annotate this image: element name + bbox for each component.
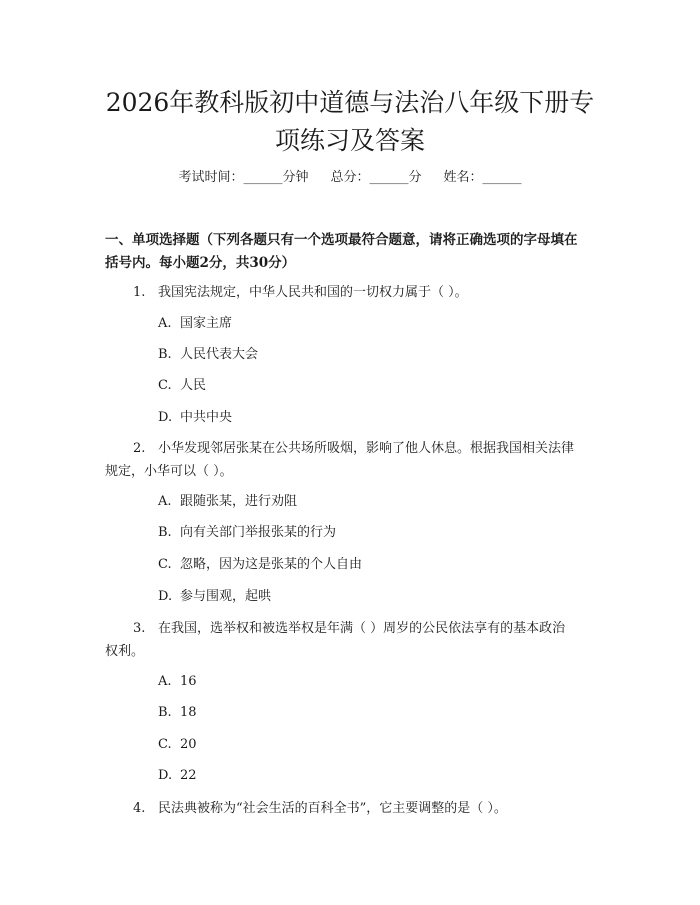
option-letter: C. [158,378,172,393]
option-3a [158,672,197,692]
option-letter: B. [158,347,172,362]
option-letter: A. [158,316,172,331]
question-2 [105,437,610,483]
option-3c [158,735,197,755]
option-text: 22 [180,768,197,783]
option-1b [158,345,258,365]
question-text: 在我国，选举权和被选举权是年满（ ）周岁的公民依法享有的基本政治 [158,621,566,636]
option-3d [158,766,197,786]
option-letter: A. [158,494,172,509]
option-letter: D. [158,768,173,783]
option-2c [158,555,362,575]
option-3b [158,703,197,723]
title-line-1: 2026年教科版初中道德与法治八年级下册专 [105,88,595,117]
question-text: 小华发现邻居张某在公共场所吸烟，影响了他人休息。根据我国相关法律 [158,441,575,456]
option-text: 国家主席 [180,316,233,331]
time-label: 考试时间： [178,170,244,185]
option-text: 忽略，因为这是张某的个人自由 [180,557,363,572]
score-label: 总分： [330,170,370,185]
option-letter: C. [158,557,172,572]
option-text: 跟随张某，进行劝阻 [180,494,298,509]
question-number: 2. [133,441,146,456]
option-letter: A. [158,674,172,689]
section-heading-line-2: 括号内。每小题2分，共30分） [105,255,296,271]
section-heading [105,229,610,275]
option-text: 20 [180,737,197,752]
section-heading-line-1: 一、单项选择题（下列各题只有一个选项最符合题意，请将正确选项的字母填在 [105,232,578,248]
option-2b [158,523,336,543]
time-blank: ______分钟 [243,170,309,185]
option-letter: B. [158,525,172,540]
option-1a [158,314,232,334]
question-1 [133,281,610,304]
question-4 [133,797,610,820]
question-text-continued: 权利。 [105,644,145,659]
option-letter: B. [158,705,172,720]
option-text: 16 [180,674,197,689]
question-text: 我国宪法规定，中华人民共和国的一切权力属于（ ）。 [158,285,468,300]
option-text: 人民代表大会 [180,347,259,362]
name-blank: ______ [482,170,522,185]
option-text: 参与围观，起哄 [180,589,272,604]
option-2d [158,587,271,607]
option-text: 中共中央 [180,410,233,425]
question-text: 民法典被称为“社会生活的百科全书”，它主要调整的是（ ）。 [158,801,507,816]
question-number: 1. [133,285,146,300]
name-label: 姓名： [443,170,483,185]
score-blank: ______分 [369,170,422,185]
option-1c [158,376,206,396]
option-1d [158,408,232,428]
question-number: 3. [133,621,146,636]
question-number: 4. [133,801,146,816]
option-2a [158,492,297,512]
document-title [90,84,610,160]
question-3 [105,617,610,663]
option-text: 向有关部门举报张某的行为 [180,525,337,540]
option-text: 人民 [180,378,207,393]
option-letter: D. [158,410,173,425]
question-text-continued: 规定，小华可以（ ）。 [105,464,233,479]
exam-info [0,168,700,188]
option-text: 18 [180,705,197,720]
option-letter: D. [158,589,173,604]
title-line-2: 项练习及答案 [274,126,425,155]
option-letter: C. [158,737,172,752]
